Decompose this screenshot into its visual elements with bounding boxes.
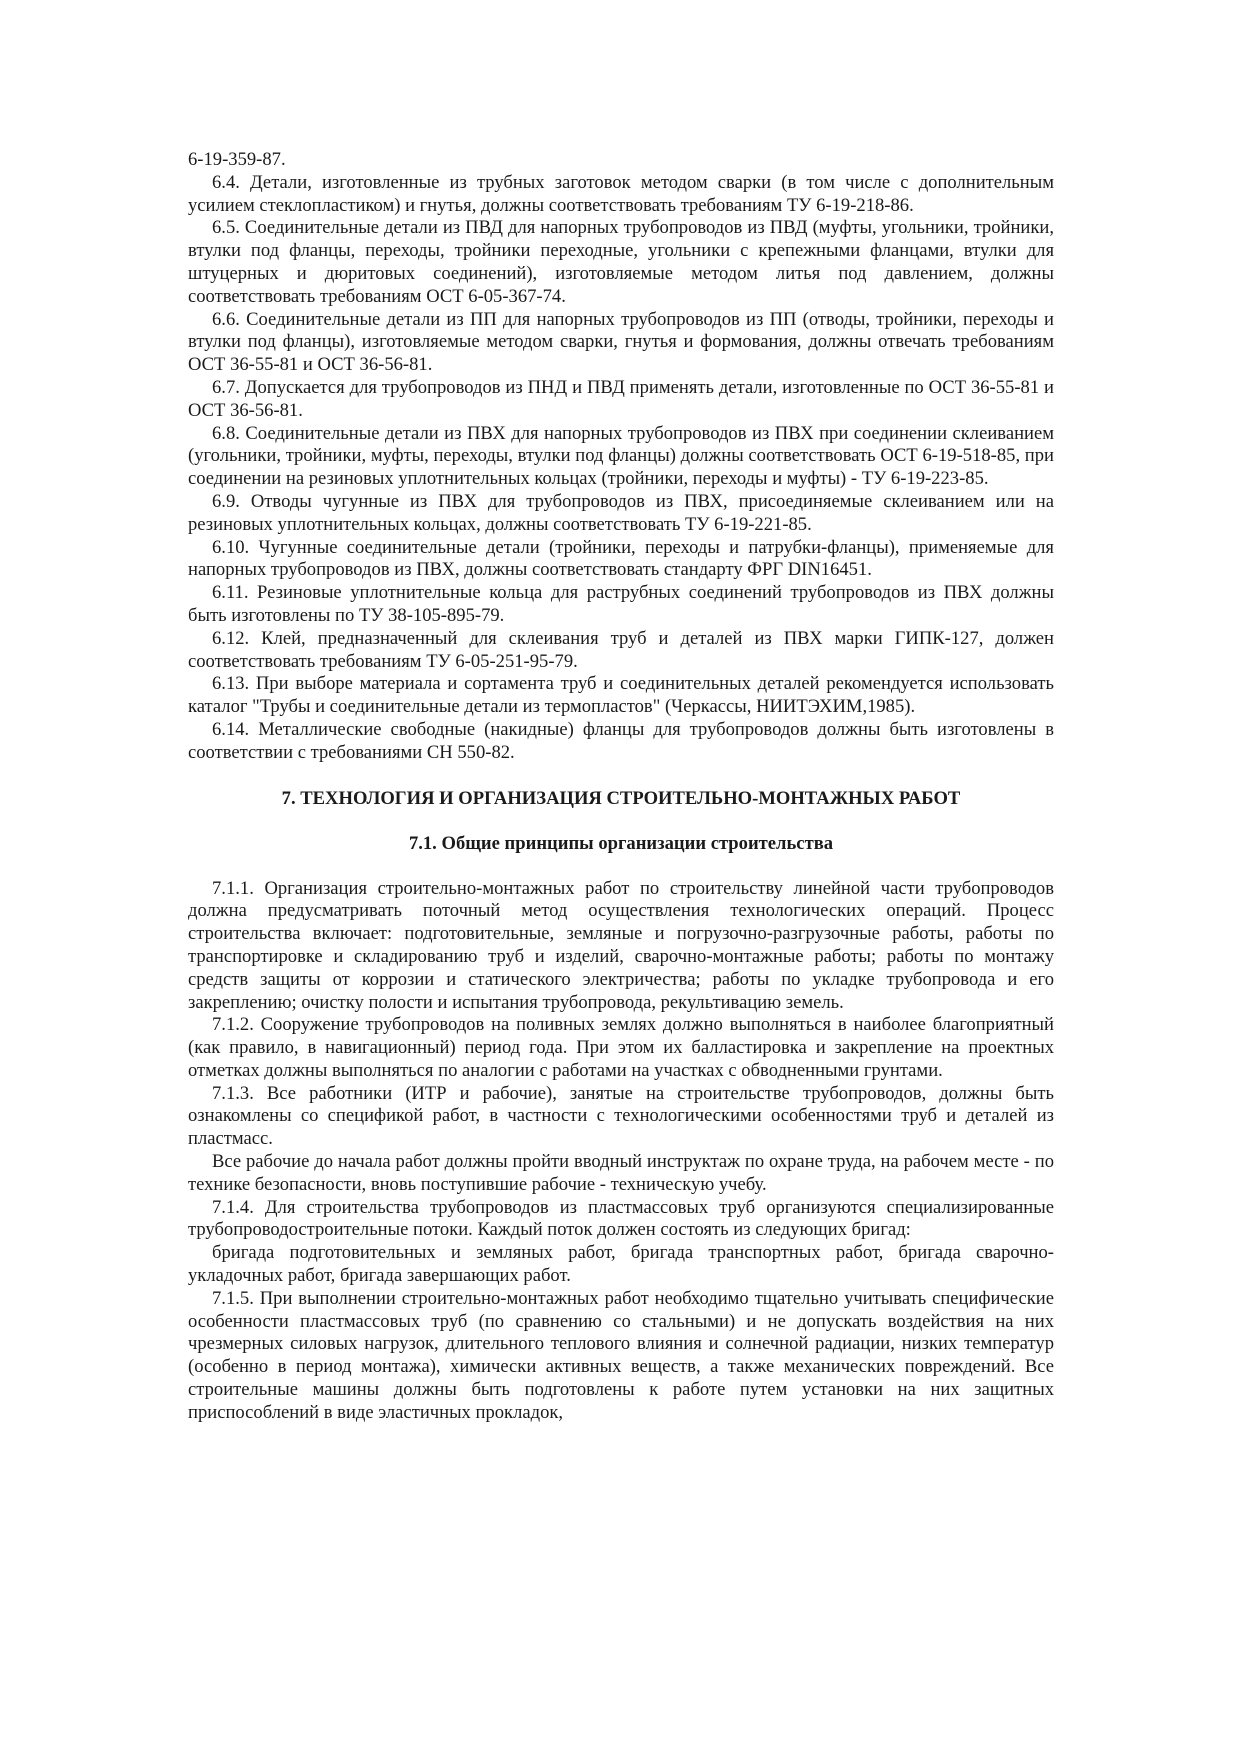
paragraph-6-3-continuation: 6-19-359-87. [188,149,286,170]
paragraph-7-1-4: 7.1.4. Для строительства трубопроводов из пластмассовых труб организуются специализированные трубопроводостроительные потоки. Каждый поток должен состоять из следующих бригад: [188,1196,1054,1241]
paragraph-6-14: 6.14. Металлические свободные (накидные) фланцы для трубопроводов должны быть изготовлены в соответствии с требованиями СН 550-82. [188,718,1054,763]
paragraph-6-7: 6.7. Допускается для трубопроводов из ПНД и ПВД применять детали, изготовленные по ОСТ 36-55-81 и ОСТ 36-56-81. [188,376,1054,421]
section-heading: 7. ТЕХНОЛОГИЯ И ОРГАНИЗАЦИЯ СТРОИТЕЛЬНО-МОНТАЖНЫХ РАБОТ [281,787,961,809]
paragraph-6-5: 6.5. Соединительные детали из ПВД для напорных трубопроводов из ПВД (муфты, угольники, тройники, втулки под фланцы, переходы, тройники переходные, угольники с крепежными фланцами, втулки для штуцерных и дюритовых соединений), изготовляемые методом литья под давлением, должны соответствовать требованиям ОСТ 6-05-367-74. [188,217,1054,307]
paragraph-training: Все рабочие до начала работ должны пройти вводный инструктаж по охране труда, на рабочем месте - по технике безопасности, вновь поступившие рабочие - техническую учебу. [188,1151,1054,1195]
paragraph-6-10: 6.10. Чугунные соединительные детали (тройники, переходы и патрубки-фланцы), применяемые для напорных трубопроводов из ПВХ, должны соответствовать стандарту ФРГ DIN16451. [188,536,1054,581]
paragraph-7-1-2: 7.1.2. Сооружение трубопроводов на поливных землях должно выполняться в наиболее благоприятный (как правило, в навигационный) период года. При этом их балластировка и закрепление на проектных отметках должны выполняться по аналогии с работами на участках с обводненными грунтами. [188,1014,1054,1081]
paragraph-6-11: 6.11. Резиновые уплотнительные кольца для раструбных соединений трубопроводов из ПВХ должны быть изготовлены по ТУ 38-105-895-79. [188,582,1054,626]
document-page [188,149,1054,1425]
paragraph-6-4: 6.4. Детали, изготовленные из трубных заготовок методом сварки (в том числе с дополнительным усилием стеклопластиком) и гнутья, должны соответствовать требованиям ТУ 6-19-218-86. [188,171,1054,216]
paragraph-6-8: 6.8. Соединительные детали из ПВХ для напорных трубопроводов из ПВХ при соединении склеиванием (угольники, тройники, муфты, переходы, втулки под фланцы) должны соответствовать ОСТ 6-19-518-85, при соединении на резиновых уплотнительных кольцах (тройники, переходы и муфты) - ТУ 6-19-223-85. [188,422,1054,490]
paragraph-6-13: 6.13. При выборе материала и сортамента труб и соединительных деталей рекомендуется использовать каталог "Трубы и соединительные детали из термопластов" (Черкассы, НИИТЭХИМ,1985). [188,673,1054,718]
subsection-heading: 7.1. Общие принципы организации строительства [408,832,834,854]
paragraph-7-1-3: 7.1.3. Все работники (ИТР и рабочие), занятые на строительстве трубопроводов, должны быть ознакомлены со спецификой работ, в частности с технологическими особенностями труб и деталей из пластмасс. [188,1082,1054,1150]
paragraph-brigades: бригада подготовительных и земляных работ, бригада транспортных работ, бригада сварочно-укладочных работ, бригада завершающих работ. [188,1242,1054,1287]
paragraph-6-6: 6.6. Соединительные детали из ПП для напорных трубопроводов из ПП (отводы, тройники, переходы и втулки под фланцы), изготовляемые методом сварки, гнутья и формования, должны отвечать требованиям ОСТ 36-55-81 и ОСТ 36-56-81. [188,308,1054,376]
paragraph-7-1-1: 7.1.1. Организация строительно-монтажных работ по строительству линейной части трубопроводов должна предусматривать поточный метод осуществления технологических операций. Процесс строительства включает: подготовительные, земляные и погрузочно-разгрузочные работы, работы по транспортировке и складированию труб и изделий, сварочно-монтажные работы; работы по монтажу средств защиты от коррозии и статического электричества; работы по укладке трубопровода и его закреплению; очистку полости и испытания трубопровода, рекультивацию земель. [188,877,1054,1013]
paragraph-7-1-5: 7.1.5. При выполнении строительно-монтажных работ необходимо тщательно учитывать специфические особенности пластмассовых труб (по сравнению со стальными) и не допускать воздействия на них чрезмерных силовых нагрузок, длительного теплового влияния и солнечной радиации, низких температур (особенно в период монтажа), химически активных веществ, а также механических повреждений. Все строительные машины должны быть подготовлены к работе путем установки на них защитных приспособлений в виде эластичных прокладок, [188,1287,1054,1423]
paragraph-6-12: 6.12. Клей, предназначенный для склеивания труб и деталей из ПВХ марки ГИПК-127, должен соответствовать требованиям ТУ 6-05-251-95-79. [188,627,1054,672]
paragraph-6-9: 6.9. Отводы чугунные из ПВХ для трубопроводов из ПВХ, присоединяемые склеиванием или на резиновых уплотнительных кольцах, должны соответствовать ТУ 6-19-221-85. [188,490,1054,535]
